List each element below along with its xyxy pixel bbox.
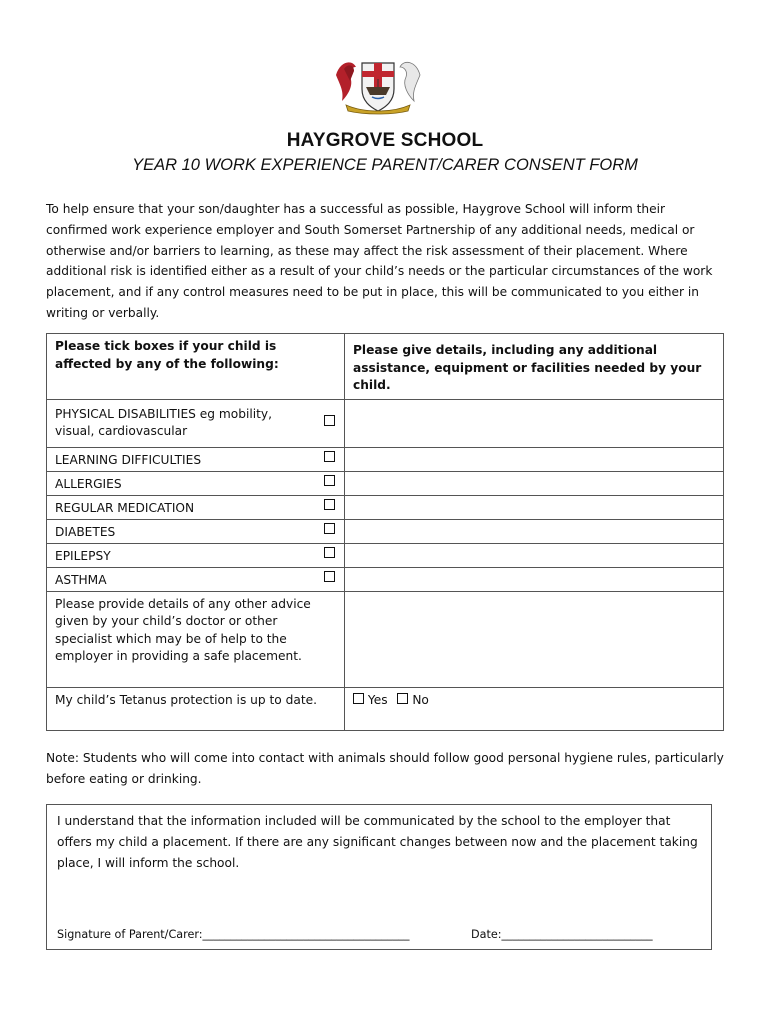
details-field[interactable] (345, 495, 724, 519)
condition-checkbox[interactable] (324, 451, 335, 462)
header-left: Please tick boxes if your child is affected by any of the following: (47, 334, 345, 400)
table-header-row (47, 334, 724, 400)
other-advice-label: Please provide details of any other advice given by your child’s doctor or other specialist which may be of help to the employer in providing a safe placement. (47, 591, 345, 687)
tetanus-label: My child’s Tetanus protection is up to date. (47, 687, 345, 730)
table-row (47, 687, 724, 730)
tetanus-yes-label: Yes (367, 692, 388, 707)
medical-needs-table (46, 333, 724, 731)
consent-box (46, 804, 712, 950)
other-advice-field[interactable] (345, 591, 724, 687)
table-row (47, 495, 724, 519)
condition-checkbox[interactable] (324, 475, 335, 486)
tetanus-no-checkbox[interactable] (397, 693, 408, 704)
details-field[interactable] (345, 543, 724, 567)
intro-paragraph: To help ensure that your son/daughter has a successful as possible, Haygrove School will inform their confirmed work experience employer and South Somerset Partnership of any additional needs, medical or otherwise and/or barriers to learning, as these may affect the risk assessment of their placement. Where additional risk is identified either as a result of your child’s needs or the particular circumstances of the work placement, and if any control measures need to be put in place, this will be communicated to you either in writing or verbally. (46, 202, 713, 320)
details-field[interactable] (345, 471, 724, 495)
header-right: Please give details, including any additional assistance, equipment or facilities needed by your child. (345, 334, 724, 400)
condition-label: PHYSICAL DISABILITIES eg mobility, visual, cardiovascular (47, 399, 315, 447)
tetanus-no-label: No (412, 692, 429, 707)
details-field[interactable] (345, 567, 724, 591)
condition-label: ASTHMA (47, 567, 315, 591)
table-row (47, 447, 724, 471)
table-row (47, 399, 724, 447)
condition-checkbox[interactable] (324, 571, 335, 582)
table-row (47, 567, 724, 591)
condition-label: LEARNING DIFFICULTIES (47, 447, 315, 471)
condition-checkbox[interactable] (324, 415, 335, 426)
table-row (47, 519, 724, 543)
signature-field[interactable]: Signature of Parent/Carer:_____________________________________ (57, 928, 410, 941)
condition-checkbox[interactable] (324, 499, 335, 510)
details-field[interactable] (345, 447, 724, 471)
consent-statement: I understand that the information included will be communicated by the school to the employer that offers my child a placement. If there are any significant changes between now and the placement taking place, I will inform the school. (57, 814, 698, 870)
tetanus-options (345, 687, 724, 730)
condition-checkbox[interactable] (324, 523, 335, 534)
date-field[interactable]: Date:___________________________ (471, 928, 653, 941)
school-name: HAYGROVE SCHOOL (286, 130, 484, 151)
condition-checkbox[interactable] (324, 547, 335, 558)
condition-label: DIABETES (47, 519, 315, 543)
form-title: YEAR 10 WORK EXPERIENCE PARENT/CARER CONSENT FORM (132, 156, 638, 174)
table-row (47, 591, 724, 687)
tetanus-yes-checkbox[interactable] (353, 693, 364, 704)
table-row (47, 543, 724, 567)
details-field[interactable] (345, 519, 724, 543)
condition-label: REGULAR MEDICATION (47, 495, 315, 519)
hygiene-note: Note: Students who will come into contact with animals should follow good personal hygiene rules, particularly before eating or drinking. (46, 751, 724, 786)
condition-label: EPILEPSY (47, 543, 315, 567)
table-row (47, 471, 724, 495)
condition-label: ALLERGIES (47, 471, 315, 495)
school-crest-logo (334, 55, 422, 115)
details-field[interactable] (345, 399, 724, 447)
